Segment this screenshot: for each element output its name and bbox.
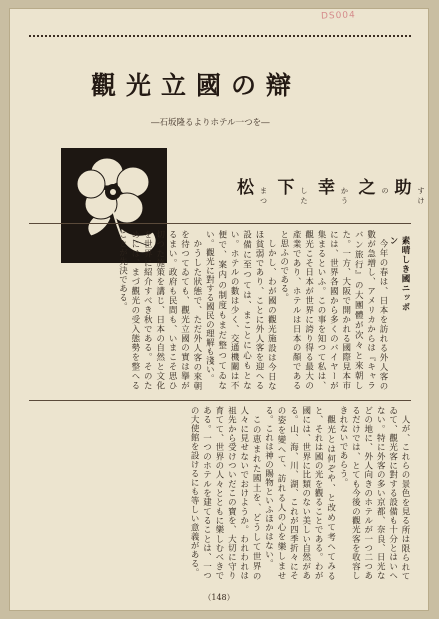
author-char: 助 bbox=[394, 178, 412, 198]
article-title: 觀光立國の辯 bbox=[91, 71, 302, 100]
top-dotted-rule bbox=[29, 35, 411, 37]
author-kana: した bbox=[300, 187, 308, 205]
author-char: 之 bbox=[358, 178, 376, 198]
author-kana: の bbox=[381, 187, 389, 195]
upper-text-block bbox=[29, 230, 389, 390]
middle-rule bbox=[29, 400, 411, 401]
archive-stamp: DS004 bbox=[320, 10, 356, 22]
author-kana: すけ bbox=[417, 187, 425, 205]
upper-rule bbox=[29, 223, 411, 224]
author-char: 幸 bbox=[318, 178, 335, 198]
paragraph: かうした狀態で、ただ外人客の來朝を待つてゐても、觀光立國の實は擧がるまい。政府も民間も、いまこそ思ひ切つた施策を講じ、日本の自然と文化を世界に紹介すべき秋である。そのためには、まづ觀光の受入態勢を整へることが先決である。 bbox=[117, 230, 202, 390]
paragraph: しかし、わが國の觀光施設は今日なほ貧弱であり、ことに外人客を迎へる設備に至つては、まことに心もとない。ホテルの數は少く、交通機關は不便で、案内の制度もまだ整つてゐない。觀光に對する國民の理解も淺い。 bbox=[204, 230, 277, 390]
author-kana: かう bbox=[341, 187, 348, 205]
author-name bbox=[237, 173, 429, 206]
paragraph: 今年の春は、日本を訪れる外人客の數が急増し、アメリカからは『キャラバン旅行』の大團體が次々と來朝した。一方、大阪で開かれる國際見本市には、世界各國から多くのバイヤーが集まるといふ。この事を知つて私は、觀光こそ日本が世界に誇り得る最大の產業であり、ホテルは日本の顏であると思ふのである。 bbox=[278, 230, 388, 390]
author-char: 松 bbox=[237, 178, 254, 198]
author-kana: まつ bbox=[260, 187, 267, 205]
paragraph: この恵まれた國土を、どうして世界の人々に見せないでおけようか。われわれは祖先から受けついだこの寶を、大切に守り育てて、世界の人々とともに樂しむべきである。一つのホテルを建てることは、一つの大使館を設けるにも等しい意義がある。 bbox=[189, 406, 262, 580]
page-number: （148） bbox=[203, 593, 235, 602]
magazine-page bbox=[9, 8, 429, 611]
section-heading: 素晴しき國ニッポン bbox=[388, 236, 410, 312]
paragraph: 人が、これらの景色を見る所は限られてゐて、觀光客に對する設備も十分とはいへない。特に外客の多い京都、奈良、日光などの地に、外人向きのホテルが一つ二つあるだけでは、とても今後の觀光客を收容しきれないであらう。 bbox=[337, 406, 410, 580]
article-subtitle: ―石坂隆るよりホテル一つを― bbox=[151, 118, 270, 128]
paragraph: 觀光とは何ぞや、と改めて考へてみると、それは國の光を觀ることである。わが國には、世界に比類のない美しい自然がある。山、海、川、湖、これが四季折々にその姿を變へて、訪れる人の心を樂しませる。これは神の賜物といふほかはない。 bbox=[263, 406, 336, 580]
author-char: 下 bbox=[277, 178, 295, 198]
lower-text-block bbox=[29, 406, 411, 580]
